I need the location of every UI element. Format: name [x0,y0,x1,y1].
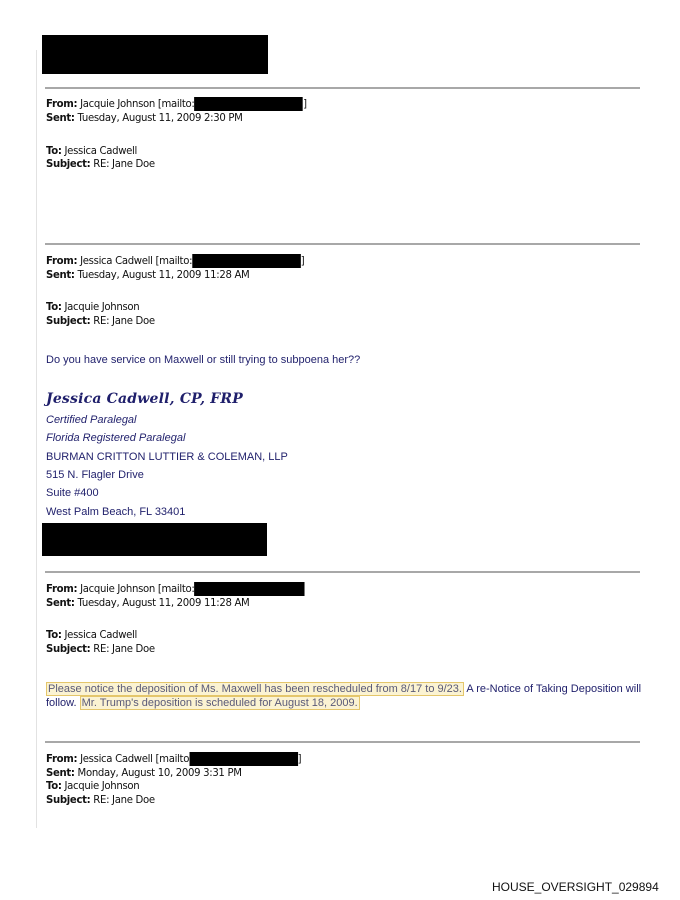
email-to-line [46,144,137,158]
email-body: Do you have service on Maxwell or still trying to subpoena her?? [46,354,361,366]
email-address-redaction [192,254,301,268]
subject-label: Subject: [46,314,91,327]
from-label: From: [46,752,78,765]
signature-title: Florida Registered Paralegal [46,432,186,444]
highlighted-text: Please notice the deposition of Ms. Maxwell has been rescheduled from 8/17 to 9/23. [48,683,462,695]
from-label: From: [46,254,78,267]
signature-address: 515 N. Flagler Drive [46,469,144,481]
email-separator [45,87,640,89]
redaction-block [42,523,267,556]
email-to-line [46,779,139,793]
email-from-line: From: Jessica Cadwell [mailto: ] [46,254,305,267]
subject-label: Subject: [46,642,91,655]
email-separator [45,741,640,743]
email-subject-line [46,157,155,171]
signature-title: Certified Paralegal [46,414,137,426]
from-value: Jessica Cadwell [mailto [80,752,190,765]
email-sent-line [46,268,249,282]
subject-value: RE: Jane Doe [93,157,155,170]
to-value: Jessica Cadwell [64,628,138,641]
body-text: A re-Notice of Taking Deposition will follow. [46,683,642,709]
signature-firm: BURMAN CRITTON LUTTIER & COLEMAN, LLP [46,451,288,463]
sent-value: Tuesday, August 11, 2009 2:30 PM [77,111,243,124]
to-label: To: [46,144,62,157]
subject-label: Subject: [46,793,91,806]
email-to-line [46,628,137,642]
from-value: Jacquie Johnson [mailto: [80,582,195,595]
email-subject-line [46,314,155,328]
to-label: To: [46,779,62,792]
sent-label: Sent: [46,766,75,779]
sent-label: Sent: [46,111,75,124]
email-from-line [46,582,305,596]
email-subject-line [46,793,155,807]
email-subject-line [46,642,155,656]
sent-value: Monday, August 10, 2009 3:31 PM [77,766,242,779]
from-label: From: [46,582,78,595]
subject-value: RE: Jane Doe [93,314,155,327]
to-label: To: [46,300,62,313]
to-label: To: [46,628,62,641]
bates-number: HOUSE_OVERSIGHT_029894 [492,880,659,894]
to-value: Jacquie Johnson [64,300,140,313]
email-sent-line [46,111,243,125]
signature-address: Suite #400 [46,487,99,499]
to-value: Jacquie Johnson [64,779,140,792]
from-value: Jessica Cadwell [mailto: [80,254,193,267]
from-value: Jacquie Johnson [mailto: [80,97,195,110]
email-address-redaction [195,582,305,596]
signature-name: Jessica Cadwell, CP, FRP [46,391,243,407]
email-body [46,682,646,710]
sent-label: Sent: [46,596,75,609]
redaction-block [42,35,268,74]
subject-value: RE: Jane Doe [93,793,155,806]
email-from-line: From: Jacquie Johnson [mailto: ] [46,97,307,110]
sent-value: Tuesday, August 11, 2009 11:28 AM [77,596,250,609]
email-separator [45,243,640,245]
subject-label: Subject: [46,157,91,170]
email-separator [45,571,640,573]
email-from-line: From: Jessica Cadwell [mailto ] [46,752,302,765]
to-value: Jessica Cadwell [64,144,138,157]
left-margin-rule [36,50,37,828]
from-label: From: [46,97,78,110]
email-sent-line [46,766,242,780]
email-address-redaction [189,752,298,766]
email-sent-line [46,596,249,610]
highlighted-text: Mr. Trump's deposition is scheduled for August 18, 2009. [81,697,358,709]
sent-label: Sent: [46,268,75,281]
sent-value: Tuesday, August 11, 2009 11:28 AM [77,268,250,281]
subject-value: RE: Jane Doe [93,642,155,655]
email-address-redaction [195,97,304,111]
signature-address: West Palm Beach, FL 33401 [46,506,186,518]
email-to-line [46,300,139,314]
